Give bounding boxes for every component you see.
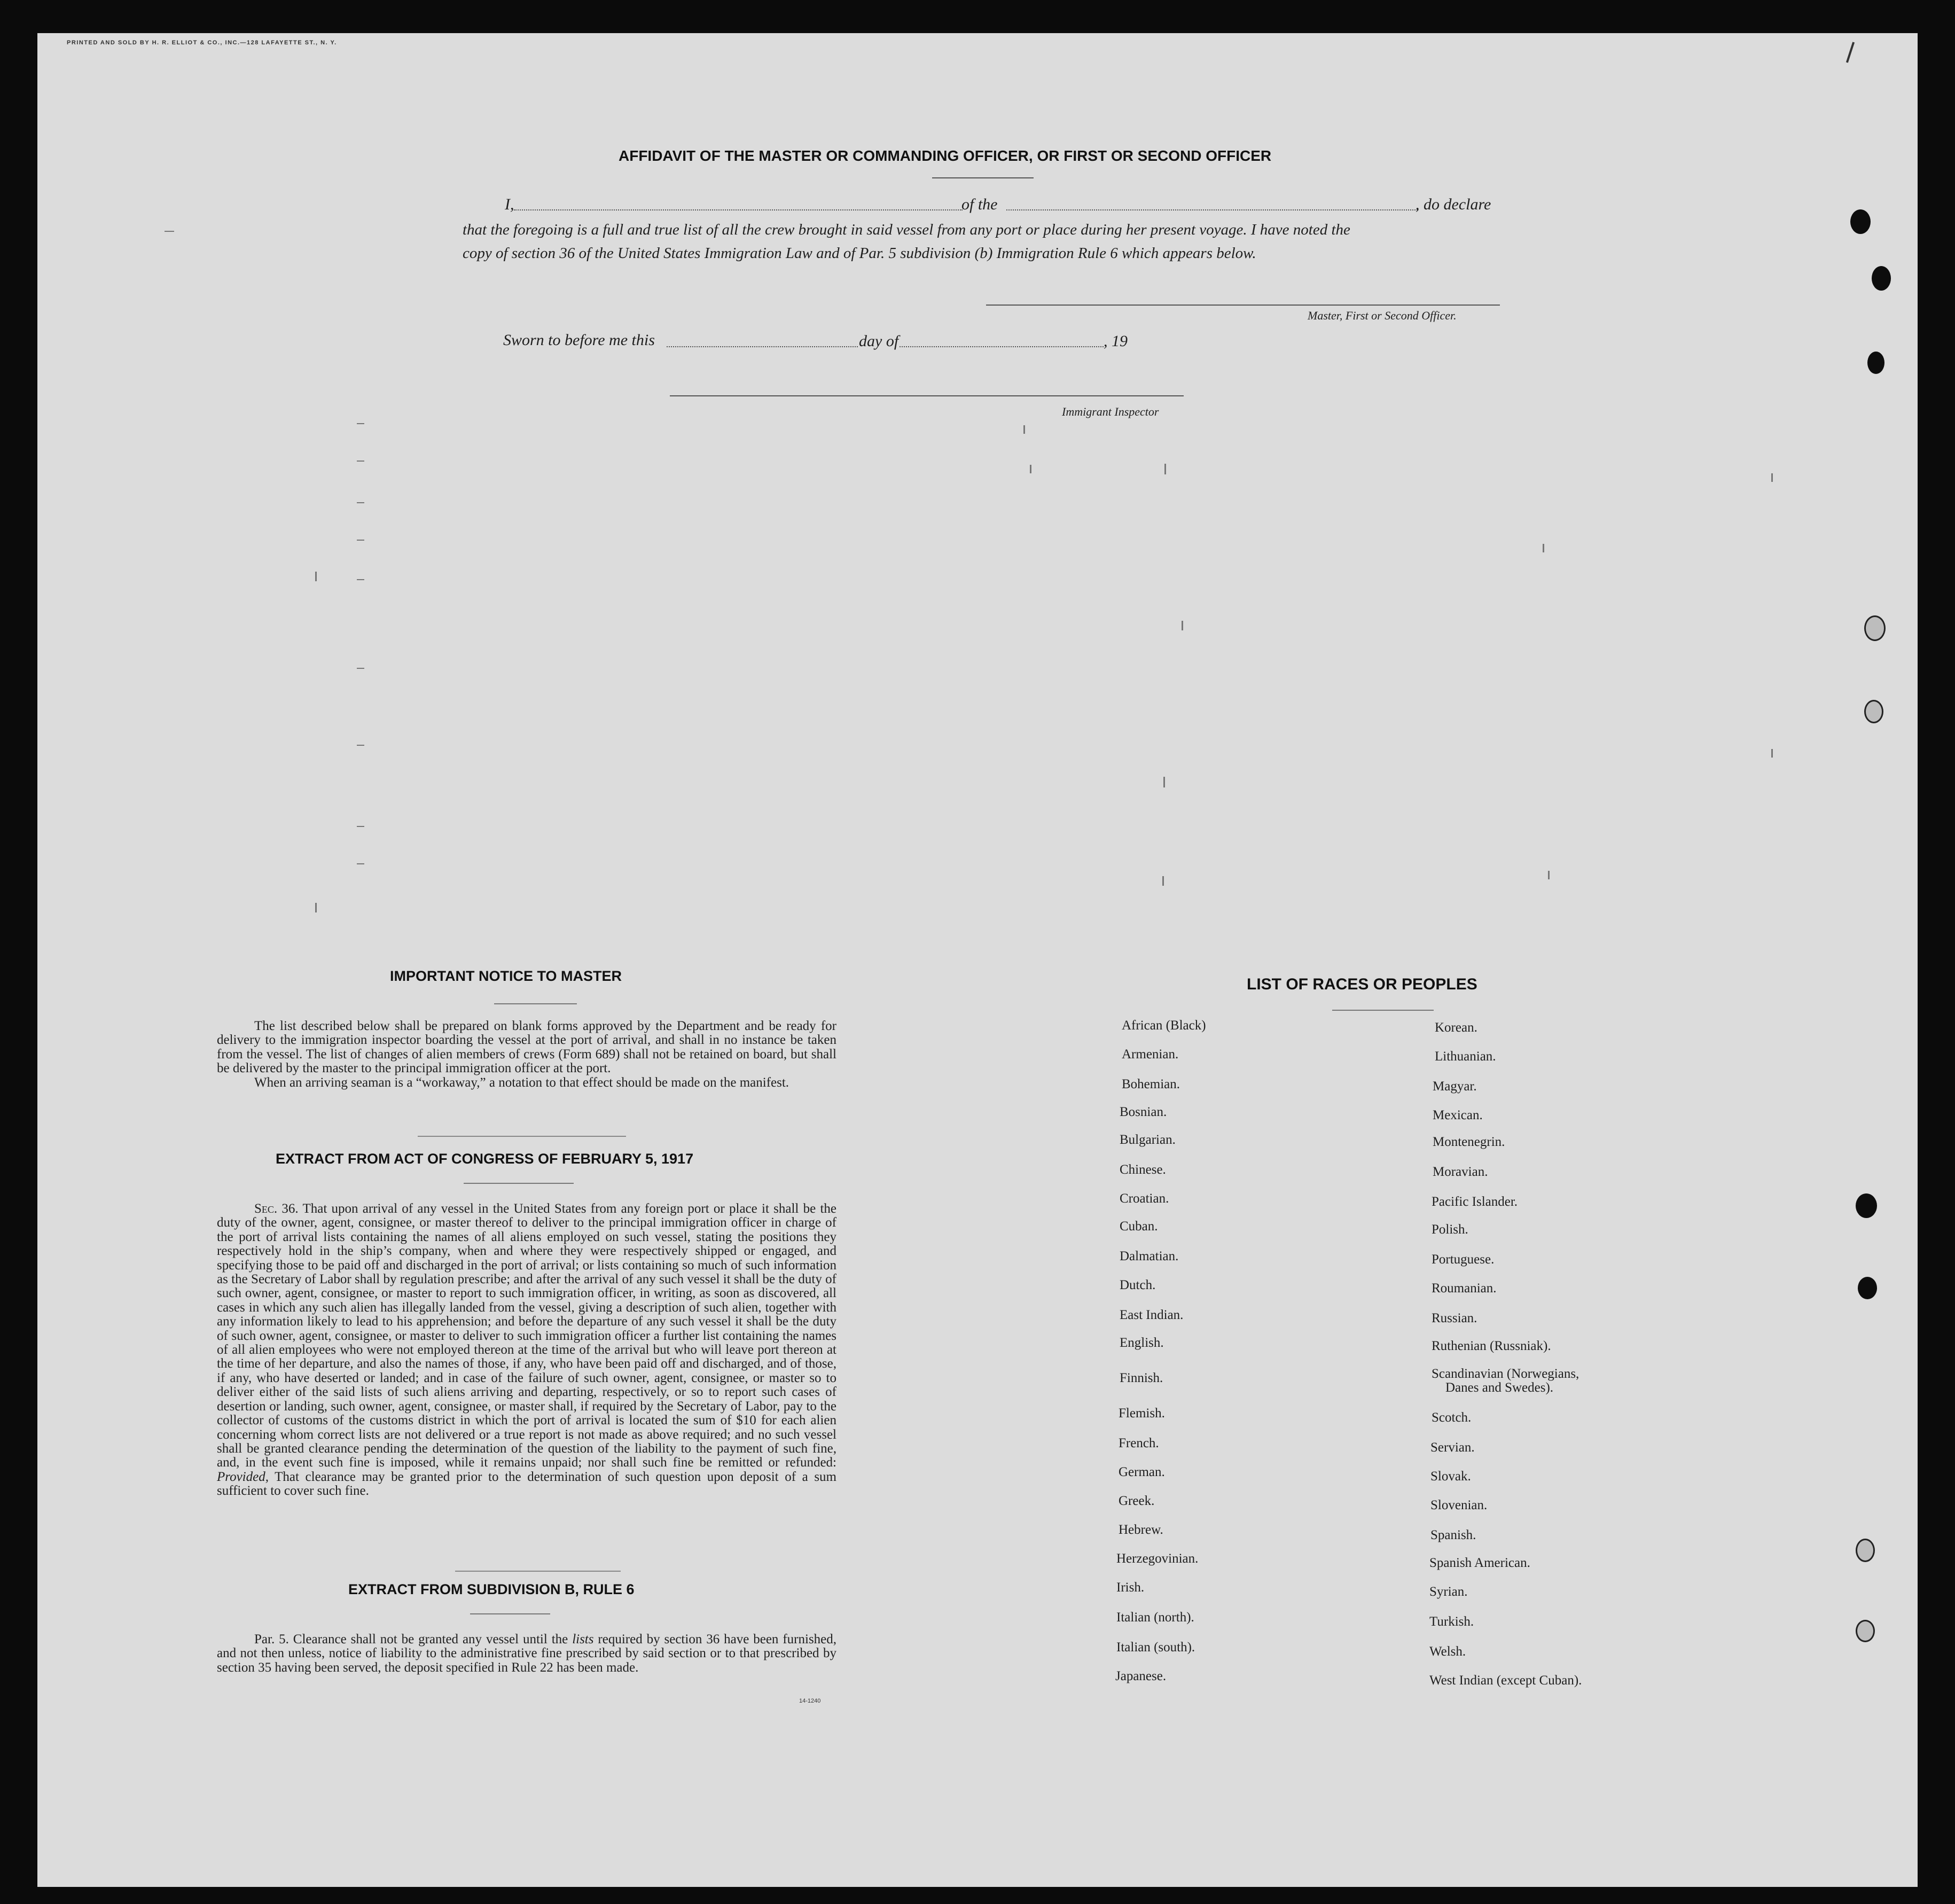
race-item: Spanish. (1430, 1528, 1476, 1542)
race-item: Japanese. (1115, 1669, 1167, 1683)
form-number: 14-1240 (799, 1698, 821, 1704)
rule-text-lists: lists (572, 1632, 594, 1647)
binder-hole (1864, 700, 1883, 723)
important-notice-para1: The list described below shall be prepared on blank forms approved by the Department and be ready for delivery to the immigration inspector boarding the vessel at the port of arrival, and shall in no instance be taken from the vessel. The list of changes of alien members of crews (Form 689) shall not be retained on board, but shall be delivered by the master to the principal immigration officer at the port. (217, 1019, 836, 1076)
rule-text-a: Par. 5. Clearance shall not be granted any vessel until the (254, 1632, 568, 1647)
important-notice-body (217, 1019, 836, 1090)
binder-hole (1858, 1277, 1877, 1299)
sworn-day-field[interactable] (667, 346, 858, 347)
form-sheet (37, 33, 1918, 1887)
race-item: Syrian. (1429, 1585, 1468, 1599)
race-item: Welsh. (1429, 1644, 1466, 1659)
race-item: Chinese. (1120, 1162, 1166, 1177)
race-item: Pacific Islander. (1432, 1195, 1518, 1209)
extract-act-rule (464, 1183, 574, 1184)
binder-hole (1872, 266, 1891, 291)
race-item: Greek. (1119, 1494, 1155, 1508)
proviso-text: That clearance may be granted prior to the determination of such question upon deposit of a sum sufficient to cover such fine. (217, 1469, 836, 1499)
race-item: East Indian. (1120, 1308, 1184, 1322)
divider-1 (418, 1136, 626, 1137)
important-notice-para2: When an arriving seaman is a “workaway,” a notation to that effect should be made on the manifest. (254, 1075, 789, 1090)
race-item: Finnish. (1120, 1371, 1163, 1385)
sworn-month-field[interactable] (900, 346, 1104, 347)
important-notice-title: IMPORTANT NOTICE TO MASTER (390, 968, 622, 984)
race-item: Armenian. (1122, 1047, 1179, 1062)
race-item: Scandinavian (Norwegians, (1432, 1367, 1579, 1381)
race-item: Bohemian. (1122, 1077, 1180, 1091)
race-item: Slovak. (1430, 1469, 1471, 1484)
race-item: Russian. (1432, 1311, 1477, 1325)
affidavit-line1-end: , do declare (1416, 196, 1491, 213)
race-item: Flemish. (1119, 1406, 1165, 1421)
affidavit-title-rule (932, 177, 1034, 178)
race-item: Irish. (1116, 1580, 1145, 1595)
officer-signature-caption: Master, First or Second Officer. (1308, 309, 1457, 322)
race-item: Polish. (1432, 1222, 1468, 1237)
extract-rule-title: EXTRACT FROM SUBDIVISION B, RULE 6 (348, 1581, 635, 1597)
race-item: Spanish American. (1429, 1556, 1530, 1570)
race-item: Servian. (1430, 1440, 1475, 1455)
important-notice-rule (494, 1003, 577, 1004)
race-item: Mexican. (1433, 1108, 1483, 1122)
binder-hole (1850, 209, 1871, 234)
vessel-field[interactable] (1006, 209, 1418, 210)
affidavit-line3: copy of section 36 of the United States Immigration Law and of Par. 5 subdivision (b) Immigration Rule 6 which appears below. (463, 245, 1256, 262)
race-item: Danes and Swedes). (1445, 1380, 1554, 1395)
name-field[interactable] (514, 209, 963, 210)
race-item: Scotch. (1432, 1410, 1472, 1425)
races-title-rule (1332, 1010, 1434, 1011)
race-item: Korean. (1435, 1020, 1477, 1035)
race-item: Croatian. (1120, 1191, 1169, 1206)
sworn-end: , 19 (1104, 332, 1128, 350)
affidavit-title: AFFIDAVIT OF THE MASTER OR COMMANDING OFFICER, OR FIRST OR SECOND OFFICER (619, 147, 1272, 164)
race-item: Turkish. (1429, 1614, 1474, 1629)
race-item: Dutch. (1120, 1278, 1156, 1292)
binder-hole (1856, 1539, 1875, 1562)
proviso-label: Provided, (217, 1469, 269, 1484)
race-item: English. (1120, 1336, 1164, 1350)
race-item: German. (1119, 1465, 1165, 1479)
rule-text-b: required by section 36 have been furnished, and not then unless, notice of liability to the administrative fine prescribed by said section or to that prescribed by section 35 having been served, the deposit specified in Rule 22 has been made. (217, 1632, 837, 1675)
race-item: Lithuanian. (1435, 1049, 1496, 1064)
affidavit-line2: that the foregoing is a full and true list of all the crew brought in said vessel from any port or place during her present voyage. I have noted the (463, 221, 1350, 238)
race-item: Italian (south). (1116, 1640, 1195, 1655)
affidavit-line1-mid: of the (961, 196, 998, 213)
race-item: Montenegrin. (1433, 1135, 1505, 1149)
race-item: Cuban. (1120, 1219, 1158, 1234)
extract-rule-rule (470, 1613, 550, 1614)
extract-act-body (217, 1202, 836, 1499)
sworn-mid: day of (859, 332, 899, 350)
sworn-start: Sworn to before me this (503, 331, 655, 349)
race-item: Herzegovinian. (1116, 1551, 1199, 1566)
race-item: Moravian. (1433, 1165, 1488, 1179)
race-item: Slovenian. (1430, 1498, 1488, 1512)
race-item: Portuguese. (1432, 1252, 1495, 1267)
inspector-signature-field[interactable] (670, 395, 1184, 396)
inspector-caption: Immigrant Inspector (1062, 405, 1159, 418)
race-item: Magyar. (1433, 1079, 1477, 1094)
binder-hole (1856, 1620, 1875, 1642)
binder-hole (1867, 352, 1884, 374)
races-title: LIST OF RACES OR PEOPLES (1247, 976, 1477, 993)
binder-hole (1856, 1193, 1877, 1218)
race-item: Dalmatian. (1120, 1249, 1179, 1263)
printer-imprint: PRINTED AND SOLD BY H. R. ELLIOT & CO., INC.—128 LAFAYETTE ST., N. Y. (67, 40, 337, 46)
section-36-text: That upon arrival of any vessel in the United States from any foreign port or place it shall be the duty of the owner, agent, consignee, or master thereof to deliver to the principal immigration officer in charge of the port of arrival lists containing the names of all aliens employed on such vessel, stating the positions they respectively hold in the ship’s company, when and where they were respectively shipped or engaged, and specifying those to be paid off and discharged in the port of arrival; or lists containing so much of such information as the Secretary of Labor shall by regulation prescribe; and after the arrival of any such vessel it shall be the duty of such owner, agent, consignee, or master to report to such immigration officer, in writing, as soon as discovered, all cases in which any such alien has illegally landed from the vessel, giving a description of such alien, together with any information likely to lead to his apprehension; and before the departure of any such vessel it shall be the duty of such owner, agent, consignee, or master to deliver to such immigration officer a further list containing the names of all alien employees who were not employed thereon at the time of the arrival but who will leave port thereon at the time of her departure, and also the names of those, if any, who have been paid off and discharged, and of those, if any, who have deserted or landed; and in case of the failure of such owner, agent, consignee, or master so to deliver either of the said lists of such aliens arriving and departing, respectively, or so to report such cases of desertion or landing, such owner, agent, consignee, or master shall, if required by the Secretary of Labor, pay to the collector of customs of the customs district in which the port of arrival is located the sum of $10 for each alien concerning whom correct lists are not delivered or a true report is not made as above required; and no such vessel shall be granted clearance pending the determination of the question of the liability to the payment of such fine, and, in the event such fine is imposed, while it remains unpaid; nor shall such fine be remitted or refunded: (217, 1201, 836, 1470)
divider-2 (455, 1571, 621, 1572)
affidavit-line1-start: I, (505, 196, 514, 213)
section-label: Sec. 36. (254, 1201, 299, 1216)
race-item: West Indian (except Cuban). (1429, 1673, 1582, 1688)
race-item: African (Black) (1122, 1018, 1206, 1033)
race-item: French. (1119, 1436, 1159, 1450)
extract-act-title: EXTRACT FROM ACT OF CONGRESS OF FEBRUARY 5, 1917 (276, 1151, 694, 1167)
race-item: Bulgarian. (1120, 1133, 1176, 1147)
race-item: Roumanian. (1432, 1281, 1497, 1296)
extract-rule-body (217, 1633, 836, 1675)
race-item: Hebrew. (1119, 1523, 1163, 1537)
race-item: Ruthenian (Russniak). (1432, 1339, 1551, 1353)
binder-hole (1864, 615, 1886, 641)
race-item: Bosnian. (1120, 1105, 1167, 1119)
officer-signature-field[interactable] (986, 305, 1500, 306)
race-item: Italian (north). (1116, 1610, 1194, 1625)
